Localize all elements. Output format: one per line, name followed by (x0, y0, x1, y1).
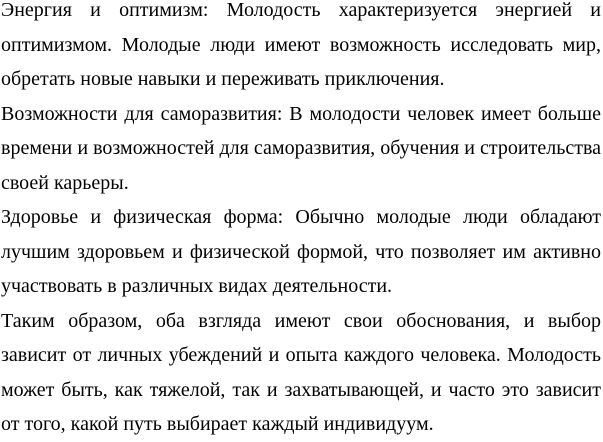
paragraph-energy-optimism: Энергия и оптимизм: Молодость характеризуется энергией и оптимизмом. Молодые люди имеют возможность исследовать мир, обретать новые навыки и переживать приключения. (1, 0, 601, 90)
document-body (1, 0, 601, 442)
paragraph-health-fitness: Здоровье и физическая форма: Обычно молодые люди обладают лучшим здоровьем и физической формой, что позволяет им активно участвовать в различных видах деятельности. (1, 206, 601, 297)
paragraph-conclusion: Таким образом, оба взгляда имеют свои обоснования, и выбор зависит от личных убеждений и опыта каждого человека. Молодость может быть, как тяжелой, так и захватывающей, и часто это зависит от того, какой путь выбирает каждый индивидуум. (1, 309, 601, 435)
paragraph-self-development: Возможности для саморазвития: В молодости человек имеет больше времени и возможностей для саморазвития, обучения и строительства своей карьеры. (1, 102, 601, 194)
